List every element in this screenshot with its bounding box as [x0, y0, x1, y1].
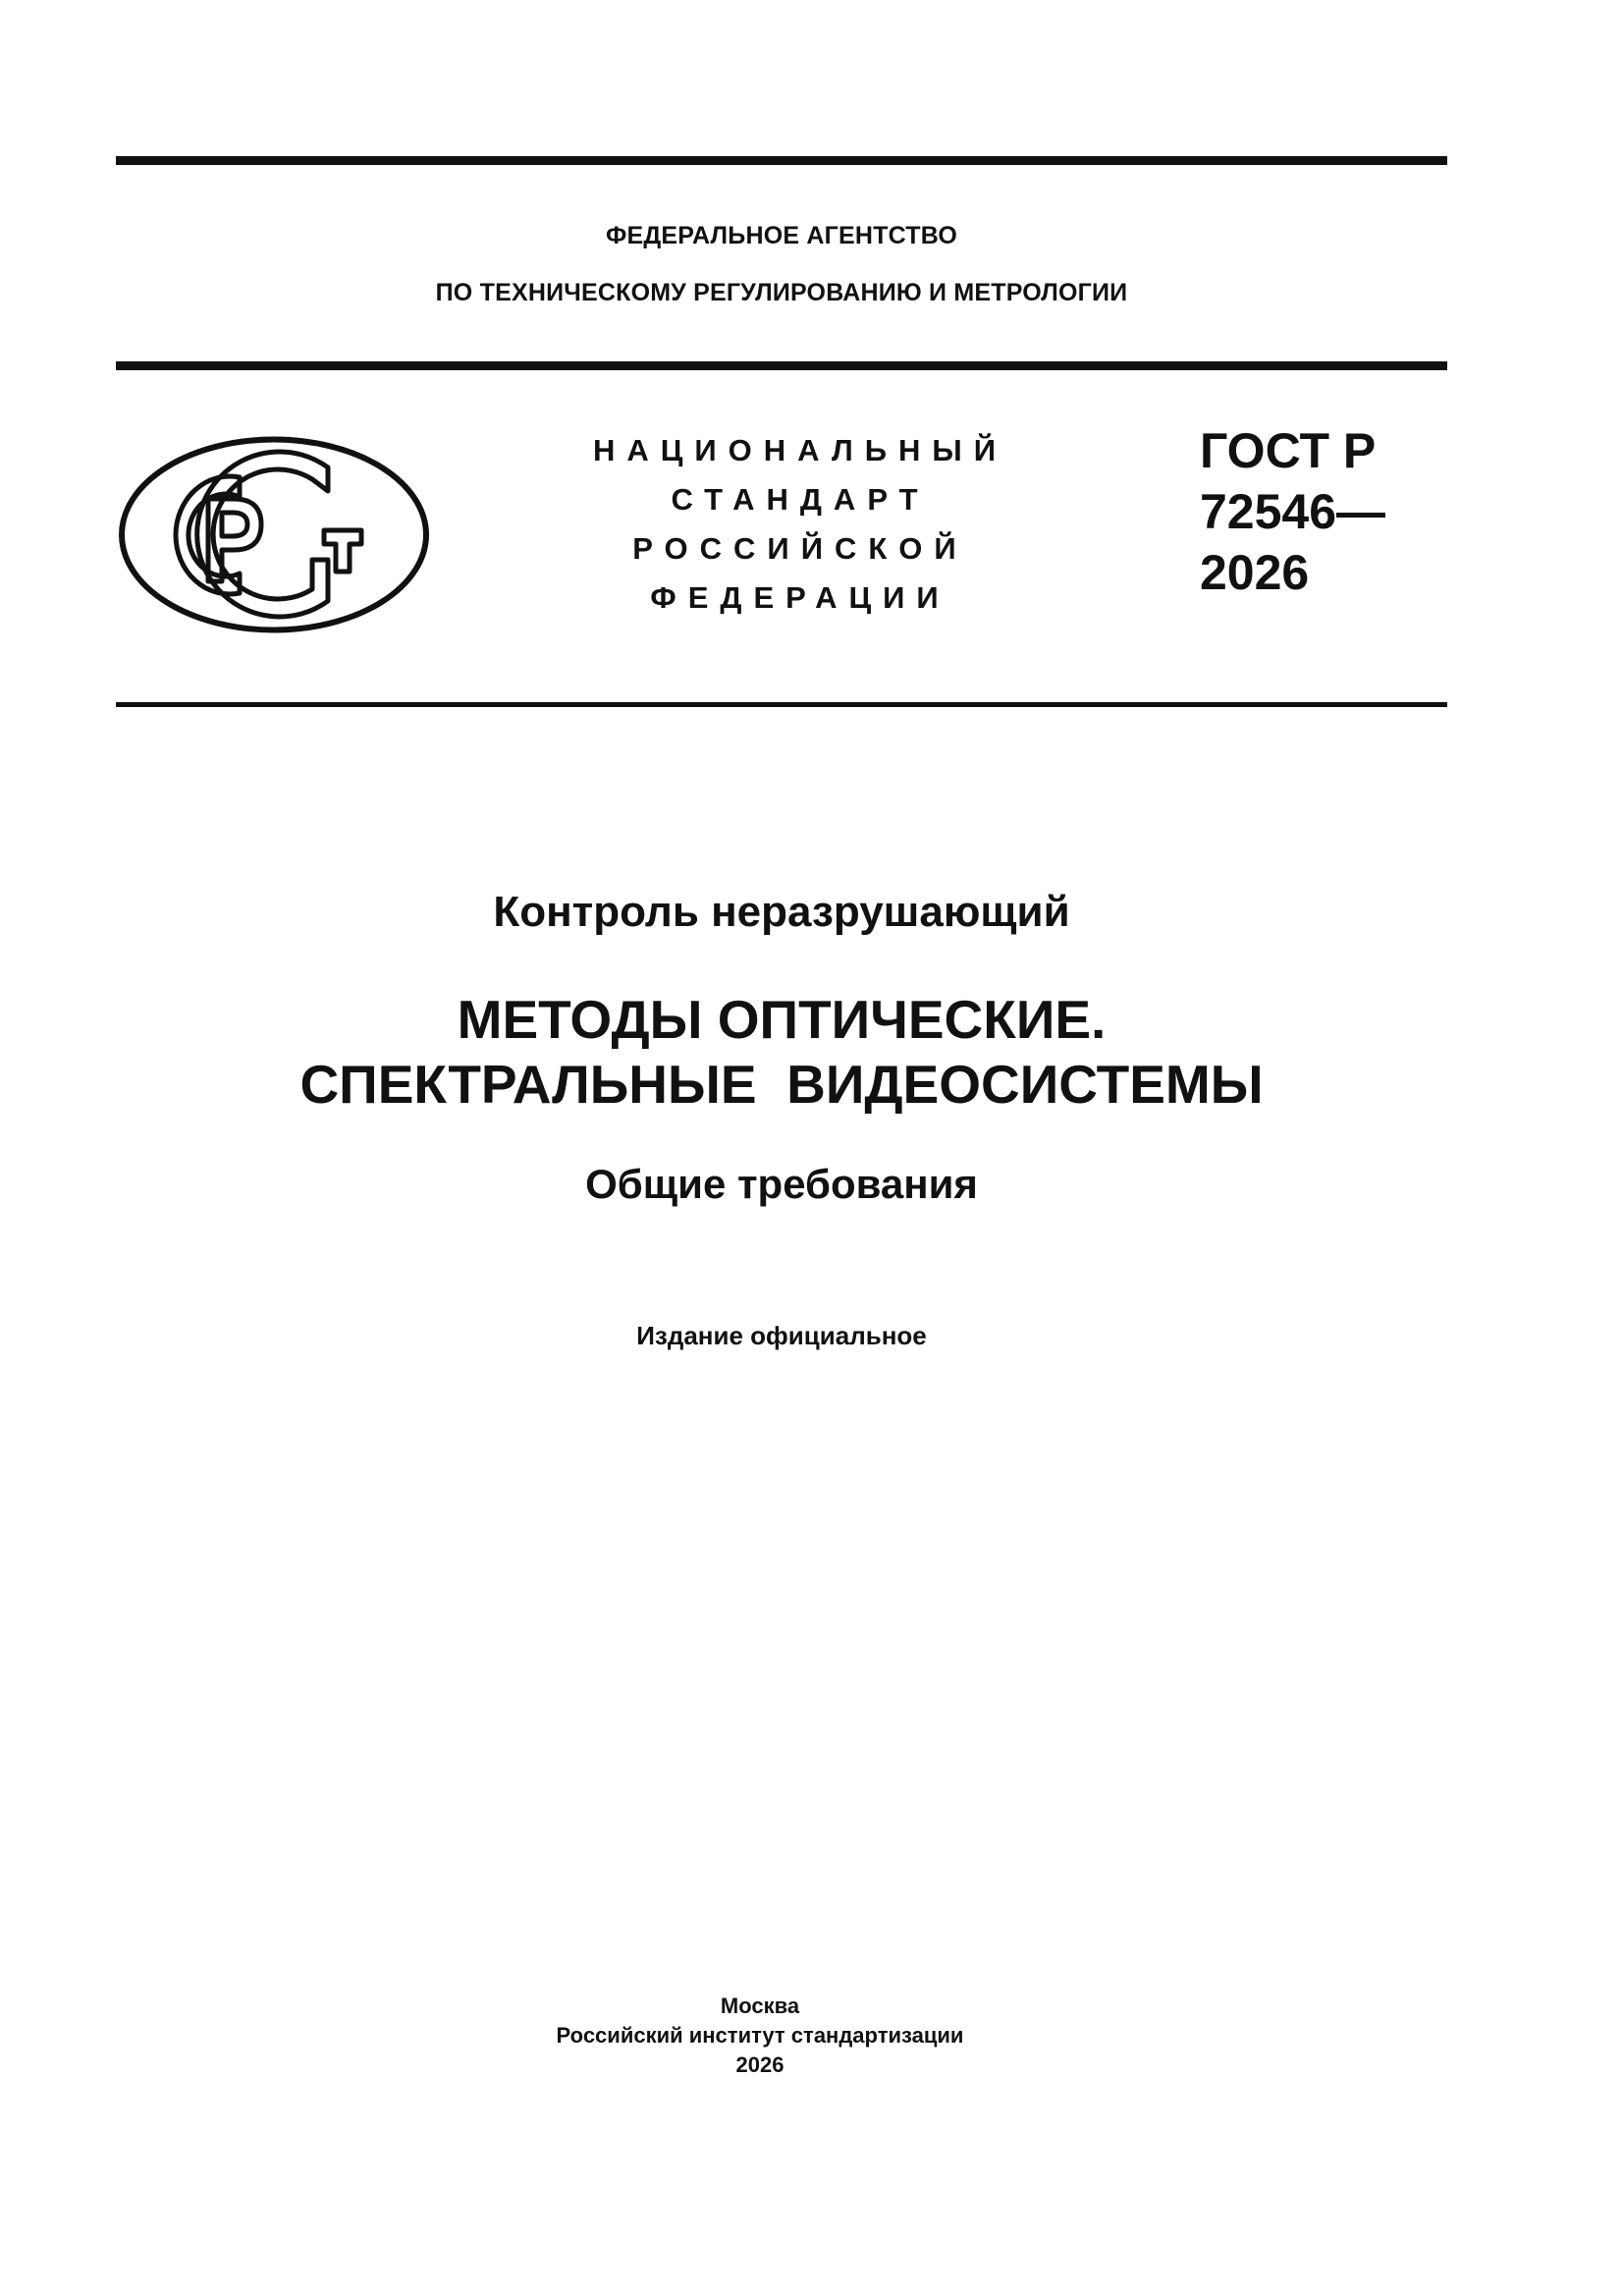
- imprint-city: Москва: [720, 1994, 800, 2018]
- agency-name-line1: ФЕДЕРАЛЬНОЕ АГЕНТСТВО: [606, 222, 957, 249]
- imprint-publisher: Российский институт стандартизации: [556, 2023, 964, 2048]
- imprint-year: 2026: [735, 2052, 784, 2077]
- rst-certification-mark-icon: [116, 434, 432, 635]
- document-subject: Контроль неразрушающий: [493, 888, 1070, 936]
- document-title: [116, 987, 1447, 1117]
- top-rule: [116, 156, 1447, 165]
- agency-name-line2: ПО ТЕХНИЧЕСКОМУ РЕГУЛИРОВАНИЮ И МЕТРОЛОГИИ: [435, 279, 1128, 306]
- document-subtitle: Общие требования: [585, 1161, 978, 1207]
- national-standard-line: РОССИЙСКОЙ: [632, 531, 968, 566]
- gost-designation: [1200, 420, 1385, 603]
- gost-designation-line: 2026: [1200, 545, 1310, 600]
- gost-designation-line: ГОСТ Р: [1200, 423, 1377, 478]
- block-rule: [116, 702, 1447, 707]
- header-rule: [116, 361, 1447, 370]
- national-standard-line: НАЦИОНАЛЬНЫЙ: [592, 433, 1008, 467]
- national-standard-label: [555, 426, 1046, 623]
- document-title-line: СПЕКТРАЛЬНЫЕ ВИДЕОСИСТЕМЫ: [299, 1054, 1264, 1115]
- national-standard-line: ФЕДЕРАЦИИ: [650, 580, 950, 615]
- document-title-line: МЕТОДЫ ОПТИЧЕСКИЕ.: [457, 989, 1107, 1050]
- national-standard-line: СТАНДАРТ: [671, 482, 930, 517]
- publisher-imprint: [116, 1992, 1404, 2080]
- gost-designation-line: 72546—: [1200, 484, 1386, 539]
- edition-label: Издание официальное: [636, 1321, 927, 1350]
